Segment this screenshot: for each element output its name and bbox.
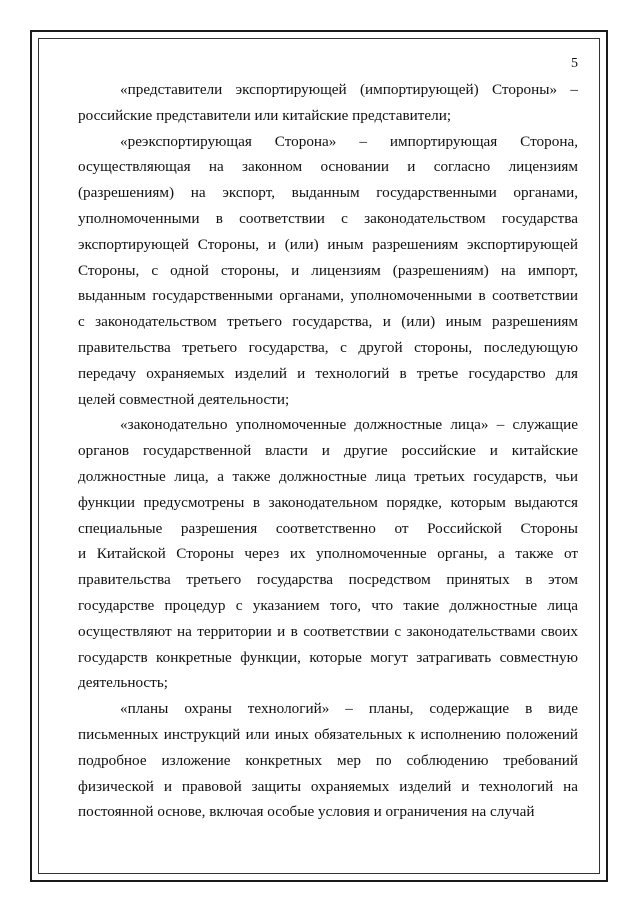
- text-line: осуществляющая на законном основании и согласно лицензиям: [78, 158, 578, 176]
- text-line: «реэкспортирующая Сторона» – импортирующая Сторона,: [120, 132, 578, 150]
- text-line: экспортирующей Стороны, и (или) иным разрешениям экспортирующей: [78, 235, 578, 253]
- text-line: «планы охраны технологий» – планы, содержащие в виде: [120, 700, 578, 718]
- text-line: государств конкретные функции, которые могут затрагивать совместную: [78, 648, 578, 666]
- text-line: «законодательно уполномоченные должностные лица» – служащие: [120, 416, 578, 434]
- text-line: деятельность;: [78, 674, 168, 692]
- document-body: [78, 77, 578, 825]
- paragraph: [78, 412, 578, 696]
- text-line: передачу охраняемых изделий и технологий в третье государство для: [78, 364, 578, 382]
- paragraph: [78, 77, 578, 129]
- text-line: правительства третьего государства, с другой стороны, последующую: [78, 338, 578, 356]
- text-line: с законодательством третьего государства, и (или) иным разрешениям: [78, 313, 578, 331]
- text-line: целей совместной деятельности;: [78, 390, 290, 408]
- text-line: Стороны, с одной стороны, и лицензиям (разрешениям) на импорт,: [78, 261, 578, 279]
- text-line: органов государственной власти и другие российские и китайские: [78, 442, 578, 460]
- text-line: письменных инструкций или иных обязательных к исполнению положений: [78, 725, 578, 743]
- text-line: и Китайской Стороны через их уполномоченные органы, а также от: [78, 545, 578, 563]
- page-number: 5: [571, 56, 578, 71]
- text-line: физической и правовой защиты охраняемых изделий и технологий на: [78, 777, 578, 795]
- text-line: должностные лица, а также должностные лица третьих государств, чьи: [78, 467, 578, 485]
- text-line: осуществляют на территории и в соответствии с законодательствами своих: [78, 622, 578, 640]
- text-line: специальные разрешения соответственно от Российской Стороны: [78, 519, 578, 537]
- text-line: государстве процедур с указанием того, что такие должностные лица: [78, 596, 578, 614]
- paragraph: [78, 129, 578, 413]
- text-line: выданным государственными органами, уполномоченными в соответствии: [78, 287, 578, 305]
- text-line: правительства третьего государства посредством принятых в этом: [78, 571, 578, 589]
- text-line: постоянной основе, включая особые условия и ограничения на случай: [78, 803, 535, 821]
- text-line: «представители экспортирующей (импортирующей) Стороны» –: [120, 81, 578, 98]
- text-line: (разрешениям) на экспорт, выданным государственными органами,: [78, 184, 578, 202]
- text-line: российские представители или китайские представители;: [78, 106, 452, 124]
- text-line: функции предусмотрены в законодательном порядке, которым выдаются: [78, 493, 578, 511]
- text-line: подробное изложение конкретных мер по соблюдению требований: [78, 751, 578, 769]
- paragraph: [78, 696, 578, 825]
- text-line: уполномоченными в соответствии с законодательством государства: [78, 209, 578, 227]
